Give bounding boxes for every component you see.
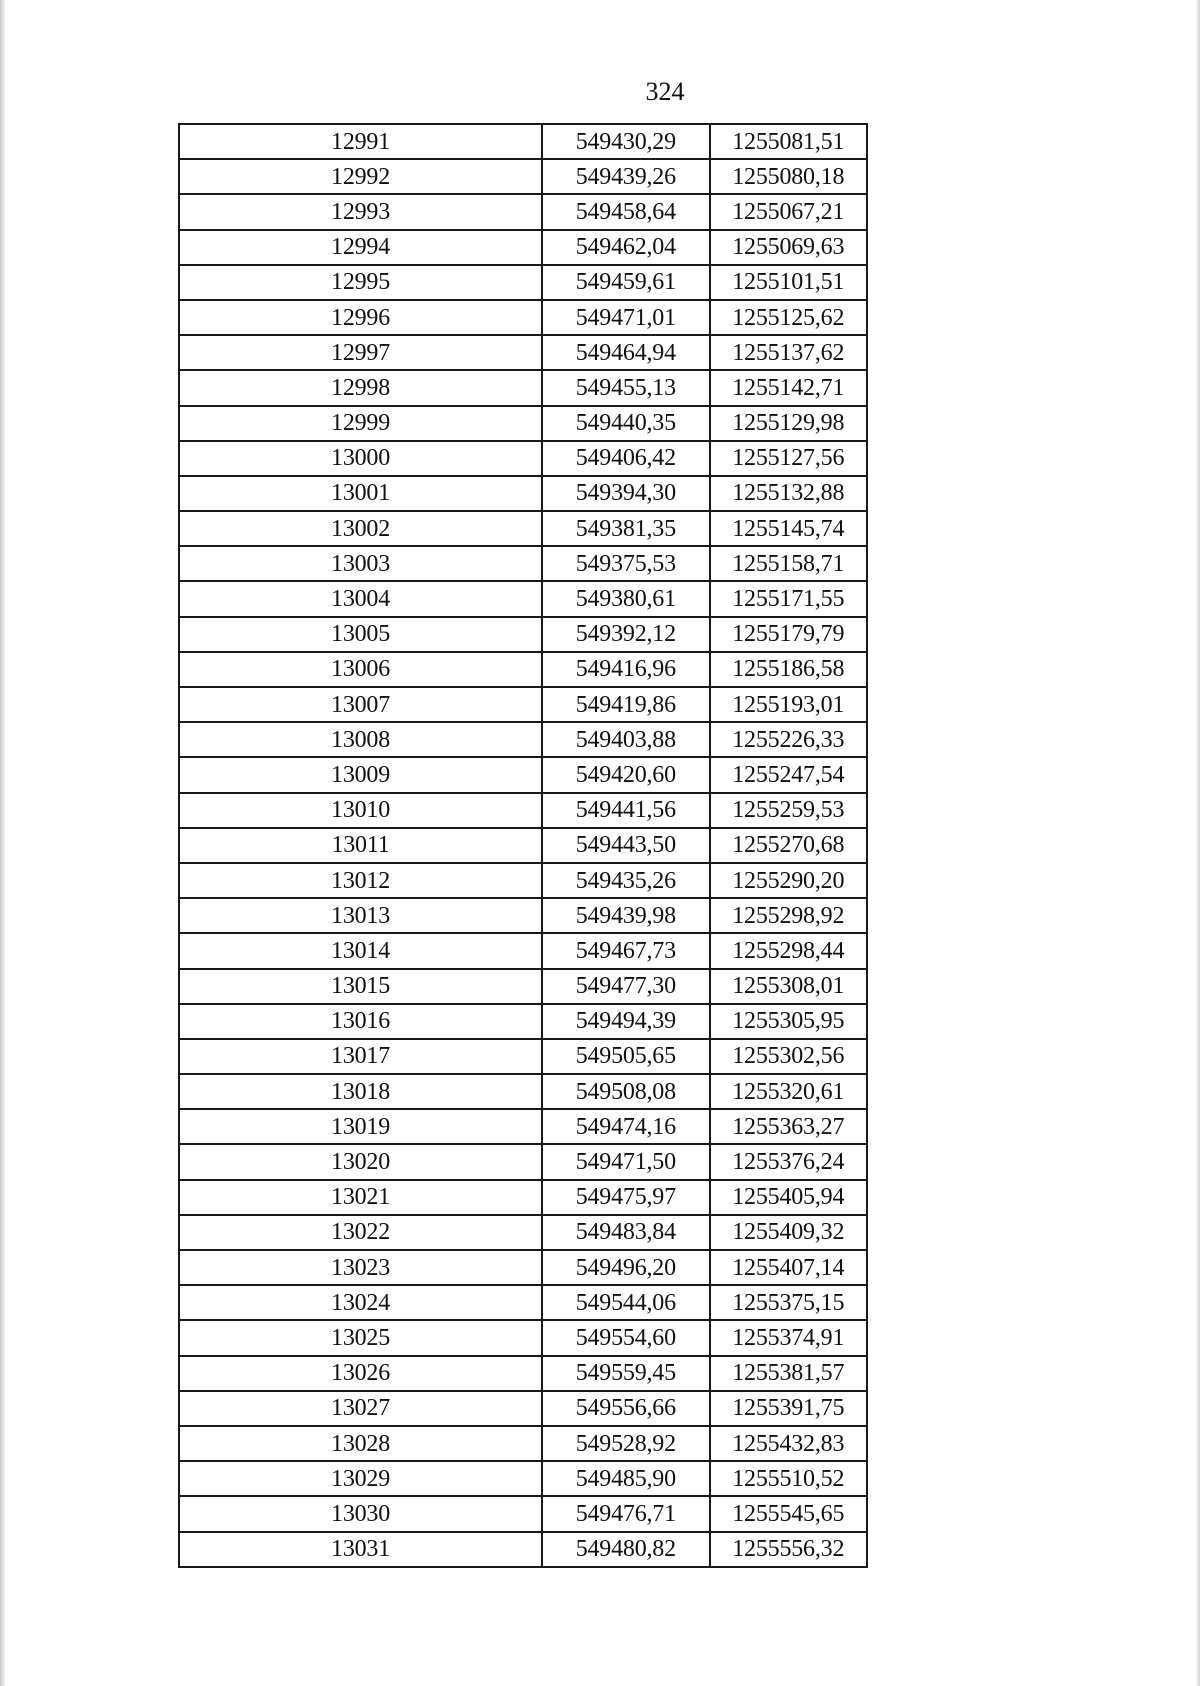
point-number-cell: 13019	[179, 1109, 542, 1144]
table-row	[179, 1215, 867, 1250]
x-coordinate-cell: 549455,13	[542, 370, 709, 405]
point-number-cell: 12996	[179, 300, 542, 335]
table-row	[179, 757, 867, 792]
point-number-cell: 13024	[179, 1285, 542, 1320]
y-coordinate-cell: 1255259,53	[710, 793, 867, 828]
point-number-cell: 13011	[179, 828, 542, 863]
point-number-cell: 13026	[179, 1356, 542, 1391]
point-number-cell: 13031	[179, 1532, 542, 1567]
table-row	[179, 1391, 867, 1426]
y-coordinate-cell: 1255409,32	[710, 1215, 867, 1250]
x-coordinate-cell: 549420,60	[542, 757, 709, 792]
x-coordinate-cell: 549505,65	[542, 1039, 709, 1074]
table-row	[179, 476, 867, 511]
point-number-cell: 13010	[179, 793, 542, 828]
point-number-cell: 13023	[179, 1250, 542, 1285]
x-coordinate-cell: 549496,20	[542, 1250, 709, 1285]
point-number-cell: 13027	[179, 1391, 542, 1426]
point-number-cell: 13013	[179, 898, 542, 933]
x-coordinate-cell: 549476,71	[542, 1496, 709, 1531]
y-coordinate-cell: 1255302,56	[710, 1039, 867, 1074]
x-coordinate-cell: 549467,73	[542, 933, 709, 968]
table-row	[179, 194, 867, 229]
y-coordinate-cell: 1255179,79	[710, 617, 867, 652]
table-row	[179, 863, 867, 898]
point-number-cell: 13028	[179, 1426, 542, 1461]
point-number-cell: 13002	[179, 511, 542, 546]
y-coordinate-cell: 1255308,01	[710, 969, 867, 1004]
y-coordinate-cell: 1255545,65	[710, 1496, 867, 1531]
y-coordinate-cell: 1255510,52	[710, 1461, 867, 1496]
table-row	[179, 933, 867, 968]
x-coordinate-cell: 549554,60	[542, 1320, 709, 1355]
y-coordinate-cell: 1255407,14	[710, 1250, 867, 1285]
point-number-cell: 13029	[179, 1461, 542, 1496]
point-number-cell: 12995	[179, 265, 542, 300]
table-row	[179, 1109, 867, 1144]
x-coordinate-cell: 549485,90	[542, 1461, 709, 1496]
x-coordinate-cell: 549528,92	[542, 1426, 709, 1461]
y-coordinate-cell: 1255193,01	[710, 687, 867, 722]
x-coordinate-cell: 549556,66	[542, 1391, 709, 1426]
y-coordinate-cell: 1255381,57	[710, 1356, 867, 1391]
x-coordinate-cell: 549392,12	[542, 617, 709, 652]
table-row	[179, 1320, 867, 1355]
x-coordinate-cell: 549475,97	[542, 1180, 709, 1215]
x-coordinate-cell: 549471,50	[542, 1144, 709, 1179]
table-row	[179, 335, 867, 370]
y-coordinate-cell: 1255290,20	[710, 863, 867, 898]
table-row	[179, 124, 867, 159]
x-coordinate-cell: 549416,96	[542, 652, 709, 687]
y-coordinate-cell: 1255374,91	[710, 1320, 867, 1355]
y-coordinate-cell: 1255127,56	[710, 441, 867, 476]
point-number-cell: 13016	[179, 1004, 542, 1039]
x-coordinate-cell: 549471,01	[542, 300, 709, 335]
point-number-cell: 12999	[179, 406, 542, 441]
x-coordinate-cell: 549439,98	[542, 898, 709, 933]
y-coordinate-cell: 1255067,21	[710, 194, 867, 229]
y-coordinate-cell: 1255270,68	[710, 828, 867, 863]
table-row	[179, 652, 867, 687]
point-number-cell: 12998	[179, 370, 542, 405]
table-row	[179, 793, 867, 828]
point-number-cell: 13008	[179, 722, 542, 757]
table-row	[179, 406, 867, 441]
point-number-cell: 13004	[179, 581, 542, 616]
x-coordinate-cell: 549483,84	[542, 1215, 709, 1250]
table-row	[179, 687, 867, 722]
table-row	[179, 1496, 867, 1531]
y-coordinate-cell: 1255129,98	[710, 406, 867, 441]
x-coordinate-cell: 549480,82	[542, 1532, 709, 1567]
point-number-cell: 13006	[179, 652, 542, 687]
page-number: 324	[645, 77, 685, 106]
point-number-cell: 13009	[179, 757, 542, 792]
y-coordinate-cell: 1255405,94	[710, 1180, 867, 1215]
table-row	[179, 1285, 867, 1320]
table-row	[179, 230, 867, 265]
x-coordinate-cell: 549403,88	[542, 722, 709, 757]
table-row	[179, 969, 867, 1004]
table-row	[179, 1074, 867, 1109]
y-coordinate-cell: 1255158,71	[710, 546, 867, 581]
y-coordinate-cell: 1255137,62	[710, 335, 867, 370]
x-coordinate-cell: 549477,30	[542, 969, 709, 1004]
table-row	[179, 441, 867, 476]
point-number-cell: 13017	[179, 1039, 542, 1074]
table-row	[179, 722, 867, 757]
x-coordinate-cell: 549508,08	[542, 1074, 709, 1109]
x-coordinate-cell: 549439,26	[542, 159, 709, 194]
y-coordinate-cell: 1255081,51	[710, 124, 867, 159]
point-number-cell: 13030	[179, 1496, 542, 1531]
y-coordinate-cell: 1255298,92	[710, 898, 867, 933]
x-coordinate-cell: 549458,64	[542, 194, 709, 229]
table-row	[179, 1180, 867, 1215]
table-row	[179, 898, 867, 933]
table-row	[179, 1144, 867, 1179]
x-coordinate-cell: 549494,39	[542, 1004, 709, 1039]
point-number-cell: 12991	[179, 124, 542, 159]
x-coordinate-cell: 549435,26	[542, 863, 709, 898]
y-coordinate-cell: 1255080,18	[710, 159, 867, 194]
table-row	[179, 617, 867, 652]
table-row	[179, 1356, 867, 1391]
table-row	[179, 1039, 867, 1074]
y-coordinate-cell: 1255376,24	[710, 1144, 867, 1179]
point-number-cell: 13025	[179, 1320, 542, 1355]
point-number-cell: 13005	[179, 617, 542, 652]
x-coordinate-cell: 549462,04	[542, 230, 709, 265]
y-coordinate-cell: 1255305,95	[710, 1004, 867, 1039]
table-row	[179, 546, 867, 581]
y-coordinate-cell: 1255556,32	[710, 1532, 867, 1567]
table-row	[179, 370, 867, 405]
y-coordinate-cell: 1255320,61	[710, 1074, 867, 1109]
x-coordinate-cell: 549419,86	[542, 687, 709, 722]
table-row	[179, 581, 867, 616]
y-coordinate-cell: 1255125,62	[710, 300, 867, 335]
scan-edge-right	[1196, 0, 1200, 1686]
table-row	[179, 828, 867, 863]
x-coordinate-cell: 549559,45	[542, 1356, 709, 1391]
x-coordinate-cell: 549406,42	[542, 441, 709, 476]
table-row	[179, 1250, 867, 1285]
y-coordinate-cell: 1255171,55	[710, 581, 867, 616]
point-number-cell: 13020	[179, 1144, 542, 1179]
x-coordinate-cell: 549544,06	[542, 1285, 709, 1320]
y-coordinate-cell: 1255186,58	[710, 652, 867, 687]
scan-edge-left	[0, 0, 5, 1686]
point-number-cell: 13003	[179, 546, 542, 581]
point-number-cell: 12993	[179, 194, 542, 229]
table-row	[179, 265, 867, 300]
point-number-cell: 13018	[179, 1074, 542, 1109]
table-row	[179, 1461, 867, 1496]
point-number-cell: 12994	[179, 230, 542, 265]
y-coordinate-cell: 1255145,74	[710, 511, 867, 546]
point-number-cell: 13015	[179, 969, 542, 1004]
point-number-cell: 13001	[179, 476, 542, 511]
table-row	[179, 300, 867, 335]
point-number-cell: 13012	[179, 863, 542, 898]
y-coordinate-cell: 1255132,88	[710, 476, 867, 511]
y-coordinate-cell: 1255391,75	[710, 1391, 867, 1426]
point-number-cell: 13007	[179, 687, 542, 722]
x-coordinate-cell: 549464,94	[542, 335, 709, 370]
x-coordinate-cell: 549441,56	[542, 793, 709, 828]
point-number-cell: 13000	[179, 441, 542, 476]
point-number-cell: 13021	[179, 1180, 542, 1215]
y-coordinate-cell: 1255101,51	[710, 265, 867, 300]
y-coordinate-cell: 1255432,83	[710, 1426, 867, 1461]
table-row	[179, 159, 867, 194]
x-coordinate-cell: 549394,30	[542, 476, 709, 511]
y-coordinate-cell: 1255142,71	[710, 370, 867, 405]
x-coordinate-cell: 549375,53	[542, 546, 709, 581]
point-number-cell: 12992	[179, 159, 542, 194]
table-row	[179, 1004, 867, 1039]
y-coordinate-cell: 1255363,27	[710, 1109, 867, 1144]
table-row	[179, 1532, 867, 1567]
y-coordinate-cell: 1255298,44	[710, 933, 867, 968]
table-body	[179, 124, 867, 1567]
x-coordinate-cell: 549440,35	[542, 406, 709, 441]
y-coordinate-cell: 1255069,63	[710, 230, 867, 265]
point-number-cell: 13022	[179, 1215, 542, 1250]
table-row	[179, 511, 867, 546]
y-coordinate-cell: 1255375,15	[710, 1285, 867, 1320]
y-coordinate-cell: 1255247,54	[710, 757, 867, 792]
x-coordinate-cell: 549443,50	[542, 828, 709, 863]
x-coordinate-cell: 549381,35	[542, 511, 709, 546]
table-row	[179, 1426, 867, 1461]
coordinates-table	[178, 123, 868, 1568]
x-coordinate-cell: 549380,61	[542, 581, 709, 616]
y-coordinate-cell: 1255226,33	[710, 722, 867, 757]
x-coordinate-cell: 549430,29	[542, 124, 709, 159]
x-coordinate-cell: 549459,61	[542, 265, 709, 300]
x-coordinate-cell: 549474,16	[542, 1109, 709, 1144]
point-number-cell: 13014	[179, 933, 542, 968]
point-number-cell: 12997	[179, 335, 542, 370]
